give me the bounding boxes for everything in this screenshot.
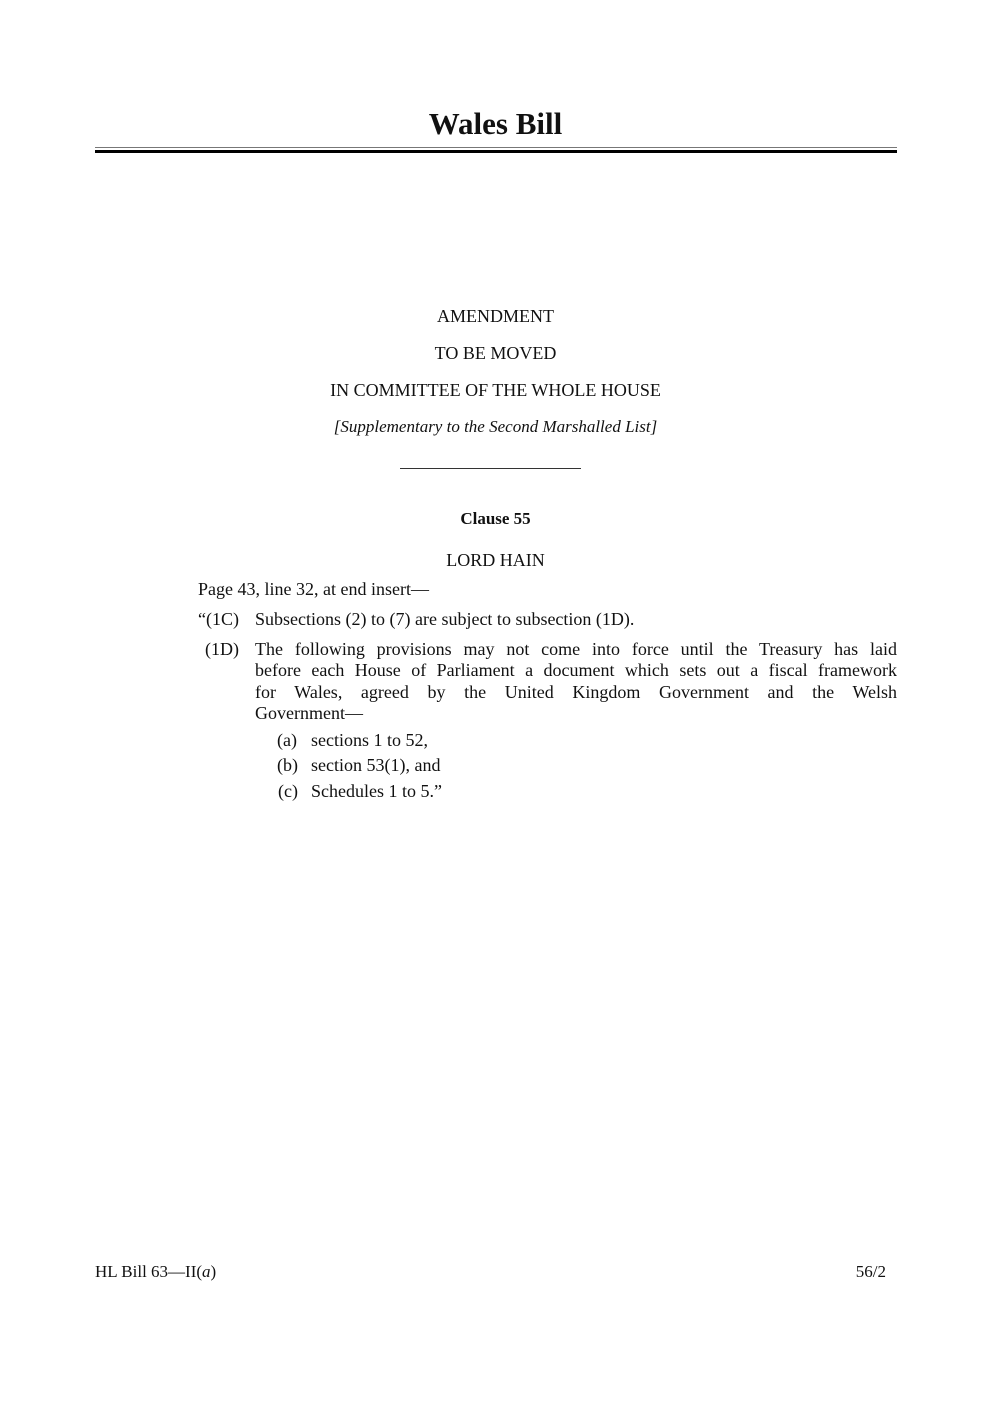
mover-name: LORD HAIN bbox=[446, 550, 545, 570]
subsection-1c-number: “(1C) bbox=[198, 609, 239, 629]
item-a-text: sections 1 to 52, bbox=[311, 730, 428, 750]
subsection-1d-line: Government— bbox=[255, 703, 363, 723]
clause-heading: Clause 55 bbox=[460, 509, 531, 528]
bill-reference-suffix: ) bbox=[210, 1262, 217, 1281]
subsection-1c-text: Subsections (2) to (7) are subject to subsection (1D). bbox=[255, 609, 635, 629]
item-a-label: (a) bbox=[277, 730, 297, 750]
document-title: Wales Bill bbox=[428, 106, 563, 141]
bill-reference-prefix: HL Bill 63—II( bbox=[95, 1262, 203, 1281]
subsection-1d-number: (1D) bbox=[205, 639, 239, 659]
bill-reference bbox=[95, 1262, 216, 1282]
heading-to-be-moved: TO BE MOVED bbox=[434, 343, 557, 363]
subsection-1d-line: before each House of Parliament a document which sets out a fiscal framework bbox=[255, 660, 897, 680]
item-c-text: Schedules 1 to 5.” bbox=[311, 781, 442, 801]
subsection-1d-line: The following provisions may not come into force until the Treasury has laid bbox=[255, 639, 897, 659]
separator-rule bbox=[400, 468, 581, 469]
item-b-label: (b) bbox=[277, 755, 298, 775]
page-reference: 56/2 bbox=[855, 1262, 886, 1281]
title-rule-thick bbox=[95, 150, 897, 153]
item-c-label: (c) bbox=[278, 781, 298, 801]
bill-reference-italic: a bbox=[202, 1262, 211, 1281]
item-b-text: section 53(1), and bbox=[311, 755, 441, 775]
subsection-1d-line: for Wales, agreed by the United Kingdom Government and the Welsh bbox=[255, 682, 897, 702]
heading-amendment: AMENDMENT bbox=[437, 306, 554, 326]
title-rule-thin bbox=[95, 147, 897, 148]
amendment-instruction: Page 43, line 32, at end insert— bbox=[198, 579, 429, 599]
heading-note: [Supplementary to the Second Marshalled List] bbox=[333, 417, 658, 436]
heading-committee: IN COMMITTEE OF THE WHOLE HOUSE bbox=[330, 380, 661, 400]
